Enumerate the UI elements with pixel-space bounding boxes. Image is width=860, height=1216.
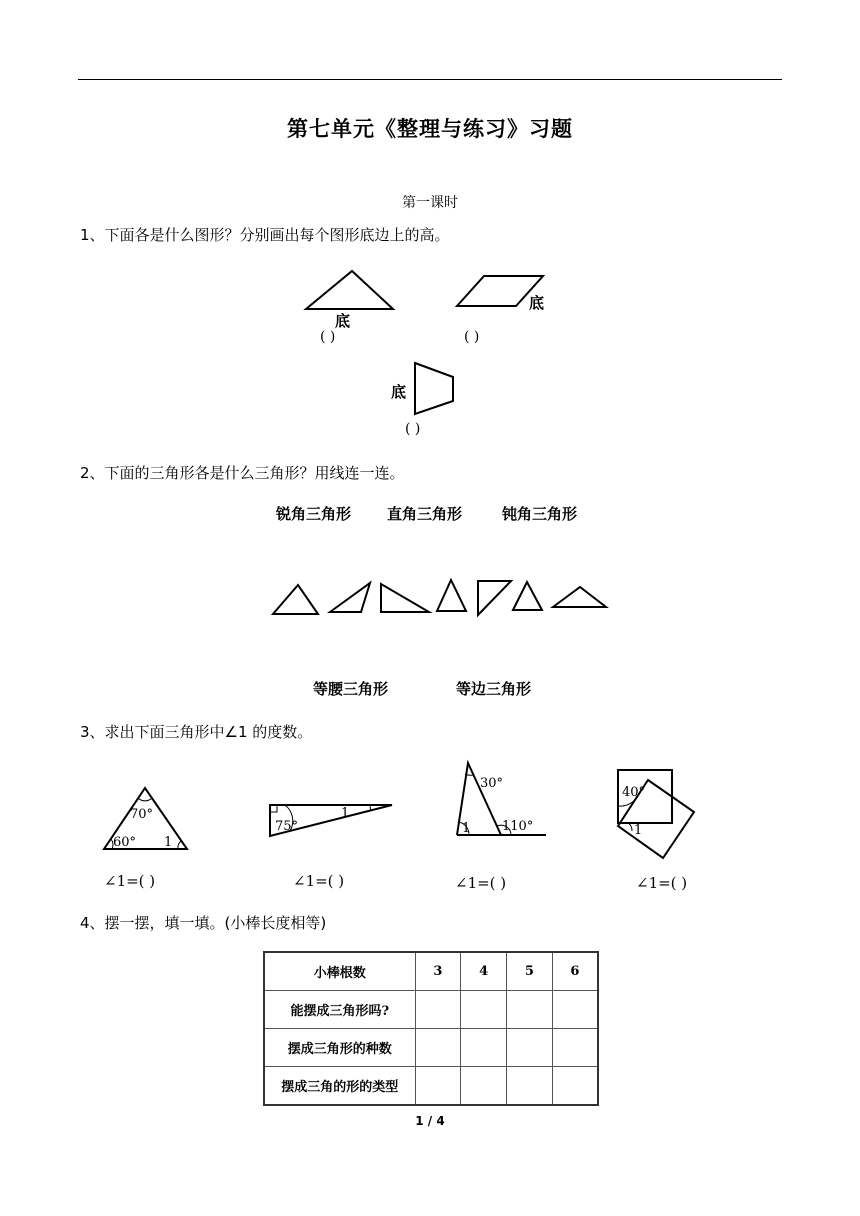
q3-fig1-angle-mark: 1 [164,835,173,850]
q1-trapezoid-base-label: 底 [391,383,407,401]
header-count-5: 5 [507,952,553,991]
q1-parallelogram-base-label: 底 [529,294,545,312]
label-obtuse-triangle: 钝角三角形 [502,505,578,523]
table-header-row [264,952,598,991]
q3-fig4-answer-blank[interactable]: ∠1=( ) [636,874,688,892]
answer-cell[interactable] [461,1066,507,1105]
q3-fig2-angle-mark: 1 [341,806,350,821]
answer-cell[interactable] [507,1066,553,1105]
q3-fig3-answer-blank[interactable]: ∠1=( ) [455,874,507,892]
row-label-types: 摆成三角的形的类型 [264,1066,415,1105]
q3-fig2-answer-blank[interactable]: ∠1=( ) [293,872,345,890]
answer-cell[interactable] [461,1028,507,1066]
answer-cell[interactable] [552,991,598,1029]
q3-fig4-angle: 40° [622,785,646,800]
stick-table [263,951,599,1106]
page-title: 第七单元《整理与练习》习题 [287,116,573,141]
answer-cell[interactable] [415,1028,461,1066]
label-equilateral-triangle: 等边三角形 [456,680,532,698]
q3-fig1-top-angle: 70° [130,807,154,822]
answer-cell[interactable] [415,991,461,1029]
header-count-6: 6 [552,952,598,991]
question-4-text: 4、摆一摆，填一填。(小棒长度相等) [80,914,327,932]
label-right-triangle: 直角三角形 [387,505,463,523]
answer-cell[interactable] [552,1066,598,1105]
q3-fig3-angle-mark: 1 [462,821,471,836]
q3-fig3-top-angle: 30° [480,776,504,791]
header-count-3: 3 [415,952,461,991]
question-2-text: 2、下面的三角形各是什么三角形？用线连一连。 [80,464,405,482]
answer-cell[interactable] [461,991,507,1029]
q1-parallelogram-answer-blank[interactable]: ( ) [464,329,480,345]
header-stick-count: 小棒根数 [264,952,415,991]
answer-cell[interactable] [507,991,553,1029]
q3-fig1-left-angle: 60° [113,835,137,850]
row-label-kinds: 摆成三角形的种数 [264,1028,415,1066]
question-1-text: 1、下面各是什么图形？分别画出每个图形底边上的高。 [80,226,450,244]
table-row [264,1066,598,1105]
table-row [264,1028,598,1066]
table-row [264,991,598,1029]
q3-fig1-answer-blank[interactable]: ∠1=( ) [104,872,156,890]
q3-fig4-angle-mark: 1 [634,823,643,838]
row-label-can-form: 能摆成三角形吗? [264,991,415,1029]
q3-fig2-left-angle: 75° [275,819,299,834]
question-3-text: 3、求出下面三角形中∠1 的度数。 [80,723,313,741]
answer-cell[interactable] [415,1066,461,1105]
label-isosceles-triangle: 等腰三角形 [313,680,389,698]
answer-cell[interactable] [552,1028,598,1066]
lesson-subtitle: 第一课时 [402,195,458,211]
header-count-4: 4 [461,952,507,991]
label-acute-triangle: 锐角三角形 [276,505,352,523]
q1-triangle-answer-blank[interactable]: ( ) [320,329,336,345]
q1-trapezoid-answer-blank[interactable]: ( ) [405,421,421,437]
q1-triangle-base-label: 底 [335,312,351,330]
answer-cell[interactable] [507,1028,553,1066]
page-number: 1 / 4 [415,1114,445,1128]
q3-fig3-exterior-angle: 110° [502,819,534,834]
